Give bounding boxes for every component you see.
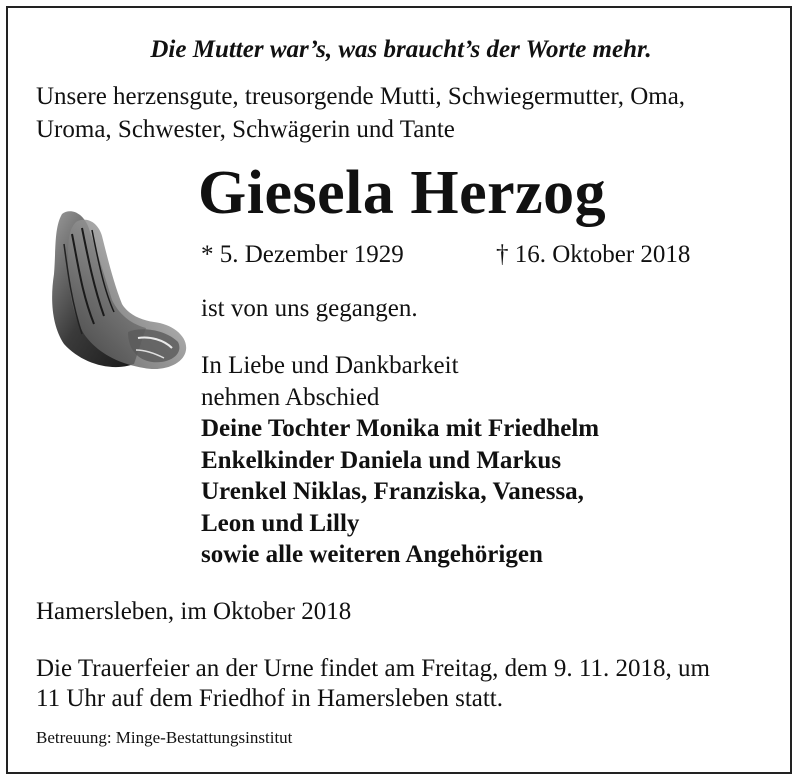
motto: Die Mutter war’s, was braucht’s der Worte mehr.	[150, 36, 652, 63]
mourners-intro-1: In Liebe und Dankbarkeit	[201, 352, 459, 379]
mourner-line: Leon und Lilly	[201, 509, 360, 537]
deceased-name: Giesela Herzog	[198, 159, 607, 227]
service-info	[36, 654, 776, 714]
passed-text: ist von uns gegangen.	[201, 295, 418, 322]
mourners-block	[201, 350, 761, 571]
service-line-1: Die Trauerfeier an der Urne findet am Freitag, dem 9. 11. 2018, um	[36, 655, 710, 682]
mourner-line: sowie alle weiteren Angehörigen	[201, 541, 543, 568]
obituary-frame	[6, 6, 792, 774]
mourner-line: Enkelkinder Daniela und Markus	[201, 446, 562, 474]
death-date: † 16. Oktober 2018	[496, 241, 691, 268]
place-date: Hamersleben, im Oktober 2018	[36, 598, 352, 625]
intro-text	[36, 80, 776, 146]
mourner-line: Deine Tochter Monika mit Friedhelm	[201, 415, 600, 442]
service-line-2: 11 Uhr auf dem Friedhof in Hamersleben statt.	[36, 685, 504, 712]
birth-date: * 5. Dezember 1929	[201, 241, 404, 268]
intro-line-1: Unsere herzensgute, treusorgende Mutti, Schwiegermutter, Oma,	[36, 83, 686, 110]
mourners-intro-2: nehmen Abschied	[201, 383, 380, 411]
praying-hands-icon	[42, 204, 192, 380]
intro-line-2: Uroma, Schwester, Schwägerin und Tante	[36, 116, 455, 143]
funeral-home-credit: Betreuung: Minge-Bestattungsinstitut	[36, 728, 293, 747]
mourner-line: Urenkel Niklas, Franziska, Vanessa,	[201, 478, 584, 505]
